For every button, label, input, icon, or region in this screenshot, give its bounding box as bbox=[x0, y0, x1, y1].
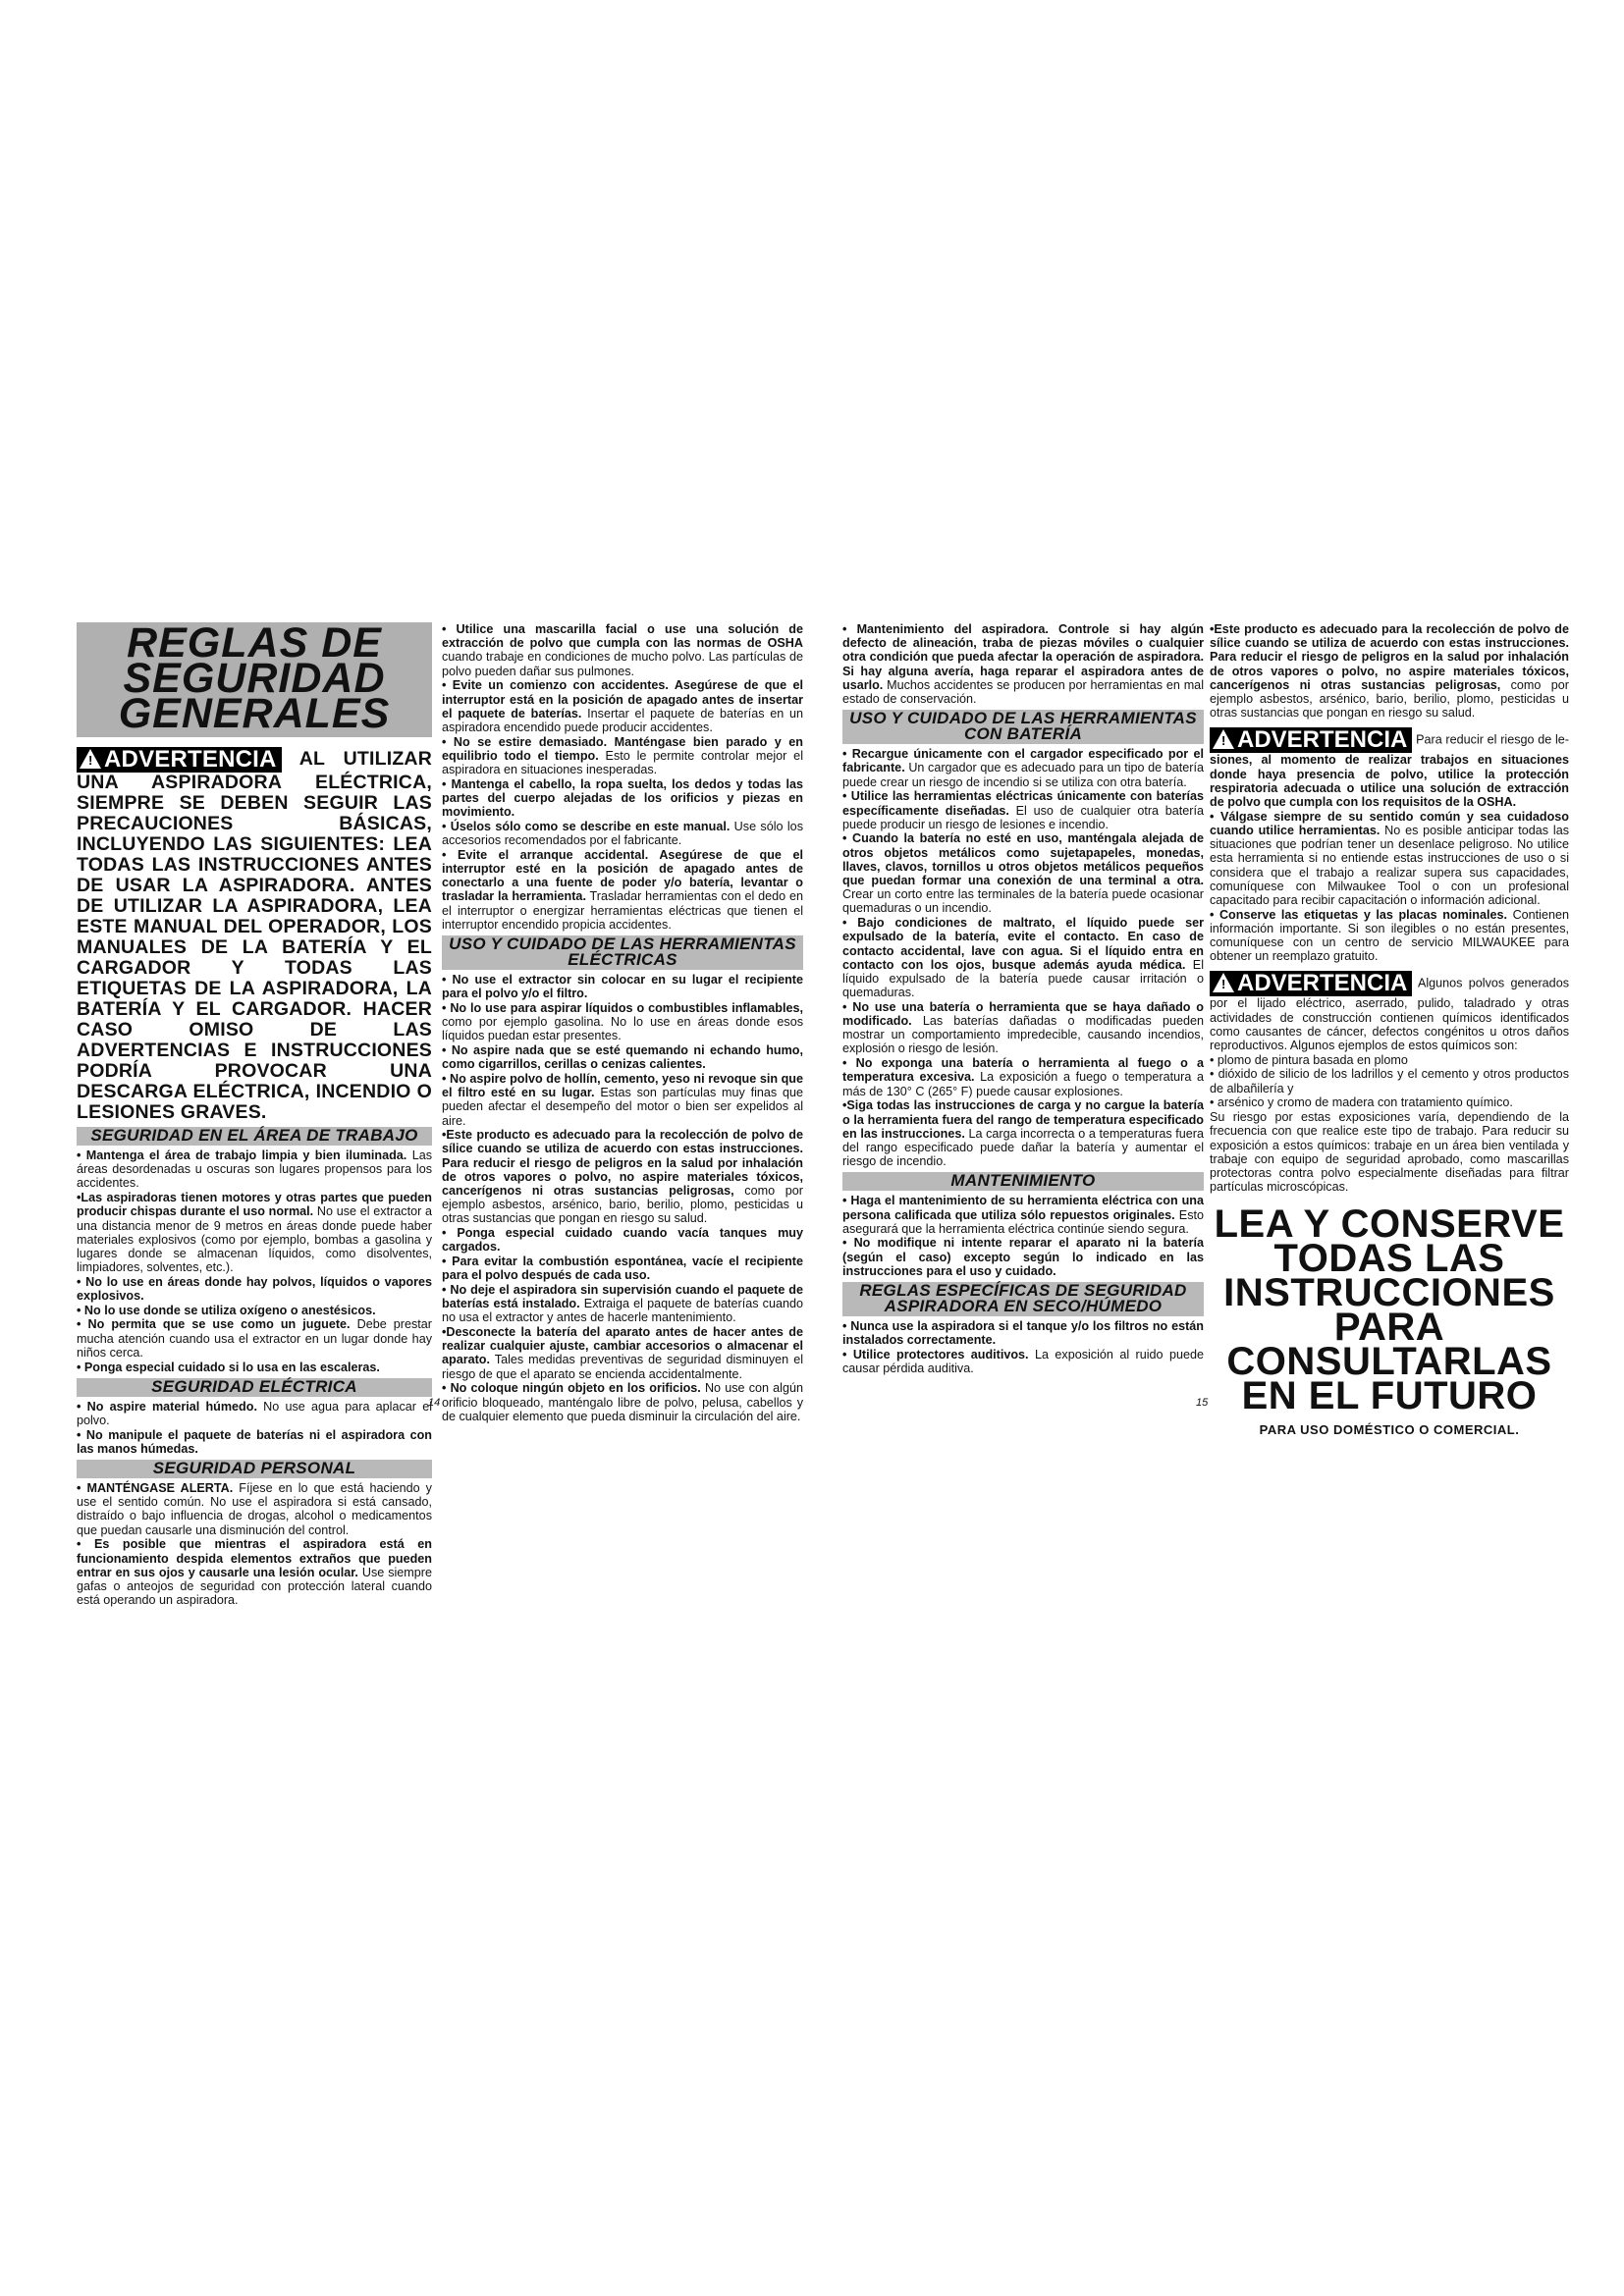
list-item: • Evite el arranque accidental. Asegúrese de que el interruptor esté en la posición de apagado antes de conectarlo a una fuente de poder y/o batería, levantar o trasladar la herramienta. Trasladar herramientas con el dedo en el interruptor o energizar herramientas eléctricas que tienen el interruptor encendido propicia accidentes. bbox=[442, 847, 803, 932]
list-item: • No deje el aspiradora sin supervisión cuando el paquete de baterías está instalado. Extraiga el paquete de baterías cuando no usa el extractor y antes de hacerle mantenimiento. bbox=[442, 1282, 803, 1325]
list-item: • No modifique ni intente reparar el aparato ni la batería (según el caso) excepto según lo indicado en las instrucciones para el uso y cuidado. bbox=[842, 1236, 1204, 1278]
list-item: • Úselos sólo como se describe en este manual. Use sólo los accesorios recomendados por el fabricante. bbox=[442, 819, 803, 848]
section-heading: SEGURIDAD PERSONAL bbox=[77, 1460, 432, 1478]
list-item: • Para evitar la combustión espontánea, vacíe el recipiente para el polvo después de cada uso. bbox=[442, 1255, 803, 1283]
list-item: • No lo use para aspirar líquidos o combustibles inflamables, como por ejemplo gasolina. No lo use en áreas donde esos líquidos puedan estar presentes. bbox=[442, 1000, 803, 1043]
list-item: • No aspire material húmedo. No use agua para aplacar el polvo. bbox=[77, 1399, 432, 1427]
list-item: • No lo use donde se utiliza oxígeno o anestésicos. bbox=[77, 1303, 376, 1317]
list-item: • Mantenga el cabello, la ropa suelta, los dedos y todas las partes del cuerpo alejadas de los orificios y piezas en movimiento. bbox=[442, 776, 803, 820]
page-number-right: 15 bbox=[1196, 1397, 1209, 1409]
list-item: • arsénico y cromo de madera con tratamiento químico. bbox=[1210, 1095, 1513, 1110]
list-item: • Es posible que mientras el aspiradora está en funcionamiento despida elementos extraños que pueden entrar en sus ojos y causarle una lesión ocular. Use siempre gafas o anteojos de seguridad con protección lateral cuando está operando un aspiradora. bbox=[77, 1537, 432, 1608]
left-column-1-sections bbox=[77, 1127, 432, 1607]
intro-warning bbox=[77, 747, 432, 1123]
list-item: • Evite un comienzo con accidentes. Asegúrese de que el interruptor está en la posición de apagado antes de insertar el paquete de baterías. Insertar el paquete de baterías en un aspiradora encendido puede producir accidentes. bbox=[442, 678, 803, 734]
intro-first: AL UTILIZAR UNA bbox=[77, 748, 432, 793]
list-item: • No permita que se use como un juguete. Debe prestar mucha atención cuando usa el extractor en un lugar donde hay niños cerca. bbox=[77, 1317, 432, 1360]
section-heading: USO Y CUIDADO DE LAS HERRAMIENTAS CON BATERÍA bbox=[842, 710, 1204, 744]
list-item: • Ponga especial cuidado cuando vacía tanques muy cargados. bbox=[442, 1226, 803, 1255]
page-title-box bbox=[77, 619, 432, 737]
list-item: • Mantenimiento del aspiradora. Controle si hay algún defecto de alineación, traba de piezas móviles o cualquier otra condición que pueda afectar la operación de aspiradora. Si hay alguna avería, haga reparar el aspiradora antes de usarlo. Muchos accidentes se producen por herramientas en mal estado de conservación. bbox=[842, 622, 1204, 707]
list-item: • MANTÉNGASE ALERTA. Fíjese en lo que está haciendo y use el sentido común. No use el aspiradora si está cansado, distraído o bajo influencia de drogas, alcohol o medicamentos que puedan causarle una disminución del control. bbox=[77, 1481, 432, 1537]
left-column-2-sections bbox=[442, 622, 803, 1423]
warning2-text: el lijado eléctrico, aserrado, pulido, taladrado y otras actividades de construcción contienen químicos identificados como causantes de cáncer, defectos congénitos u otros daños reproductivos. Algunos ejemplos de estos químicos son: bbox=[1210, 996, 1570, 1053]
list-item: • Cuando la batería no esté en uso, manténgala alejada de otros objetos metálicos como sujetapapeles, monedas, llaves, clavos, tornillos u otros objetos metálicos pequeños que puedan formar una conexión de una terminal a otra. Crear un corto entre las terminales de la batería puede ocasionar quemaduras o un incendio. bbox=[842, 831, 1204, 916]
read-and-keep-line: INSTRUCCIONES bbox=[1223, 1271, 1555, 1315]
col4-items bbox=[1210, 810, 1569, 964]
section-heading: SEGURIDAD EN EL ÁREA DE TRABAJO bbox=[77, 1127, 432, 1146]
page-title: REGLAS DE SEGURIDAD GENERALES bbox=[118, 619, 391, 737]
section-heading: USO Y CUIDADO DE LAS HERRAMIENTAS ELÉCTRICAS bbox=[442, 935, 803, 970]
usage-footer: PARA USO DOMÉSTICO O COMERCIAL. bbox=[1259, 1422, 1520, 1438]
read-and-keep-line: EN EL FUTURO bbox=[1241, 1374, 1538, 1418]
list-item: • No lo use en áreas donde hay polvos, líquidos o vapores explosivos. bbox=[77, 1274, 432, 1304]
read-and-keep-line: LEA Y CONSERVE bbox=[1214, 1202, 1565, 1247]
list-item: • Nunca use la aspiradora si el tanque y/o los filtros no están instalados correctamente. bbox=[842, 1319, 1204, 1348]
list-item: • Bajo condiciones de maltrato, el líquido puede ser expulsado de la batería, evite el contacto. En caso de contacto accidental, lave con agua. Si el líquido entra en contacto con los ojos, busque además ayuda médica. El líquido expulsado de la batería puede causar irritación o quemaduras. bbox=[842, 916, 1204, 1000]
warning-label: ! ADVERTENCIA bbox=[77, 747, 282, 773]
warning-triangle-icon: ! bbox=[1213, 973, 1234, 992]
list-item: • No aspire polvo de hollín, cemento, yeso ni revoque sin que el filtro esté en su lugar. Estas son partículas muy finas que pueden afectar el desempeño del motor o bien ser expelidos al aire. bbox=[442, 1071, 803, 1128]
list-item: • No use una batería o herramienta que se haya dañado o modificado. Las baterías dañadas o modificadas pueden mostrar un comportamiento impredecible, causando incendios, explosión o riesgo de lesión. bbox=[842, 999, 1204, 1056]
warning-label-2: ! ADVERTENCIA bbox=[1210, 971, 1412, 996]
read-and-keep-heading bbox=[1210, 1202, 1569, 1418]
list-item: • Ponga especial cuidado si lo usa en las escaleras. bbox=[77, 1360, 380, 1374]
list-item: • Utilice una mascarilla facial o use una solución de extracción de polvo que cumpla con las normas de OSHA cuando trabaje en condiciones de mucho polvo. Las partículas de polvo pueden dañar sus pulmones. bbox=[442, 622, 803, 678]
warning-triangle-icon: ! bbox=[1213, 729, 1234, 749]
warning1-text: siones, al momento de realizar trabajos en situaciones donde haya presencia de polvo, utilice la protección respiratoria adecuada o utilice una solución de extracción de polvo que cumpla con los requisitos de la OSHA. bbox=[1210, 753, 1569, 810]
right-column-2 bbox=[1210, 622, 1569, 1438]
read-and-keep-line: TODAS LAS bbox=[1273, 1237, 1505, 1281]
warning2-after: Su riesgo por estas exposiciones varía, dependiendo de la frecuencia con que realice este tipo de trabajo. Para reducir su exposición a estos químicos: trabaje en un área bien ventilada y trabaje con equipo de seguridad aprobado, como mascarillas protectoras contra polvo especialmente diseñadas para filtrar partículas microscópicas. bbox=[1210, 1110, 1569, 1195]
list-item: •Este producto es adecuado para la recolección de polvo de sílice cuando se utiliza de acuerdo con estas instrucciones. Para reducir el riesgo de peligros en la salud por inhalación de otros vapores o polvo, no aspire materiales tóxicos, cancerígenos ni otras sustancias peligrosas, como por ejemplo asbestos, arsénico, bario, berilio, plomo, pesticidas u otras sustancias que pongan en riesgo su salud. bbox=[442, 1128, 803, 1226]
list-item: • Recargue únicamente con el cargador especificado por el fabricante. Un cargador que es adecuado para un tipo de batería puede crear un riesgo de incendio si se utiliza con otra batería. bbox=[842, 747, 1204, 789]
section-heading: REGLAS ESPECÍFICAS DE SEGURIDAD ASPIRADORA EN SECO/HÚMEDO bbox=[842, 1282, 1204, 1316]
left-column-2 bbox=[442, 622, 803, 1423]
list-item: • No aspire nada que se esté quemando ni echando humo, como cigarrillos, cerillas o cenizas calientes. bbox=[442, 1042, 803, 1072]
left-column-1 bbox=[77, 619, 433, 1608]
section-heading: MANTENIMIENTO bbox=[842, 1172, 1204, 1191]
warning2-side: Algunos polvos generados por bbox=[1210, 976, 1569, 1011]
warning1-side: Para reducir el riesgo de le- bbox=[1416, 732, 1570, 747]
list-item: •Siga todas las instrucciones de carga y no cargue la batería o la herramienta fuera del rango de temperatura especificado en las instrucciones. La carga incorrecta o a temperaturas fuera del rango especificado puede dañar la batería y aumentar el riesgo de incendio. bbox=[842, 1098, 1204, 1169]
warning2-list bbox=[1210, 1053, 1569, 1110]
warning-triangle-icon: ! bbox=[80, 749, 101, 769]
list-item: • No manipule el paquete de baterías ni el aspiradora con las manos húmedas. bbox=[77, 1427, 432, 1456]
list-item: • Utilice las herramientas eléctricas únicamente con baterías específicamente diseñadas. El uso de cualquier otra batería puede producir un riesgo de lesiones e incendio. bbox=[842, 789, 1204, 831]
intro-rest: ASPIRADORA ELÉCTRICA, SIEMPRE SE DEBEN SEGUIR LAS PRECAUCIONES BÁSICAS, INCLUYENDO LAS SIGUIENTES: LEA TODAS LAS INSTRUCCIONES ANTES DE USAR LA ASPIRADORA. ANTES DE UTILIZAR LA ASPIRADORA, LEA ESTE MANUAL DEL OPERADOR, LOS MANUALES DE LA BATERÍA Y EL CARGADOR Y TODAS LAS ETIQUETAS DE LA ASPIRADORA, LA BATERÍA Y EL CARGADOR. HACER CASO OMISO DE LAS ADVERTENCIAS E INSTRUCCIONES PODRÍA PROVOCAR UNA DESCARGA ELÉCTRICA, INCENDIO O LESIONES GRAVES. bbox=[77, 772, 432, 1123]
list-item: •Desconecte la batería del aparato antes de hacer antes de realizar cualquier ajuste, cambiar accesorios o almacenar el aparato. Tales medidas preventivas de seguridad disminuyen el riesgo de que el aparato se encienda accidentalmente. bbox=[442, 1325, 803, 1381]
right-column-1-sections bbox=[842, 622, 1204, 1375]
read-and-keep-line: CONSULTARLAS bbox=[1226, 1340, 1552, 1384]
list-item: • Mantenga el área de trabajo limpia y bien iluminada. Las áreas desordenadas u oscuras son lugares propensos para los accidentes. bbox=[77, 1148, 433, 1191]
warning-label-1: ! ADVERTENCIA bbox=[1210, 727, 1412, 753]
list-item: • No se estire demasiado. Manténgase bien parado y en equilibrio todo el tiempo. Esto le permite controlar mejor el aspiradora en situaciones inesperadas. bbox=[442, 734, 803, 777]
page-number-left: 14 bbox=[428, 1397, 441, 1409]
list-item: • No coloque ningún objeto en los orificios. No use con algún orificio bloqueado, manténgalo libre de polvo, pelusa, cabellos y de cualquier elemento que pueda disminuir la circulación del aire. bbox=[442, 1381, 803, 1423]
list-item: • No use el extractor sin colocar en su lugar el recipiente para el polvo y/o el filtro. bbox=[442, 972, 803, 1001]
read-and-keep-line: PARA bbox=[1333, 1306, 1445, 1350]
warning-block-2 bbox=[1210, 971, 1569, 1052]
list-item: • plomo de pintura basada en plomo bbox=[1210, 1052, 1408, 1067]
list-item: • Válgase siempre de su sentido común y sea cuidadoso cuando utilice herramientas. No es posible anticipar todas las situaciones que podrían tener un desenlace peligroso. No utilice esta herramienta si no entiende estas instrucciones de uso o si considera que el trabajo a realizar supera sus capacidades, comuníquese con Milwaukee Tool o con un profesional capacitado para recibir capacitación o información adicional. bbox=[1210, 809, 1569, 907]
list-item: • Utilice protectores auditivos. La exposición al ruido puede causar pérdida auditiva. bbox=[842, 1347, 1205, 1376]
right-column-1 bbox=[842, 622, 1204, 1376]
list-item: • dióxido de silicio de los ladrillos y el cemento y otros productos de albañilería y bbox=[1210, 1067, 1569, 1095]
list-item: • Haga el mantenimiento de su herramienta eléctrica con una persona calificada que utiliza sólo repuestos originales. Esto asegurará que la herramienta eléctrica continúe siendo segura. bbox=[842, 1194, 1205, 1236]
section-heading: SEGURIDAD ELÉCTRICA bbox=[77, 1378, 432, 1397]
list-item: • Conserve las etiquetas y las placas nominales. Contienen información importante. Si son ilegibles o no están presentes, comuníquese con un centro de servicio MILWAUKEE para obtener un reemplazo gratuito. bbox=[1210, 907, 1569, 964]
list-item: •Las aspiradoras tienen motores y otras partes que pueden producir chispas durante el uso normal. No use el extractor a una distancia menor de 9 metros en áreas donde puede haber materiales explosivos (como por ejemplo, bombas a gasolina y lugares donde se almacenan líquidos, como disolventes, limpiadores, solventes, etc.). bbox=[77, 1191, 432, 1275]
col4-top-paragraph: •Este producto es adecuado para la recolección de polvo de sílice cuando se utiliza de acuerdo con estas instrucciones. Para reducir el riesgo de peligros en la salud por inhalación de otros vapores o polvo, no aspire materiales tóxicos, cancerígenos ni otras sustancias peligrosas, como por ejemplo asbestos, arsénico, bario, berilio, plomo, pesticidas u otras sustancias que pongan en riesgo su salud. bbox=[1210, 622, 1570, 721]
list-item: • No exponga una batería o herramienta al fuego o a temperatura excesiva. La exposición a fuego o temperatura a más de 130° C (265° F) puede causar explosiones. bbox=[842, 1056, 1204, 1098]
warning-block-1 bbox=[1210, 727, 1569, 809]
